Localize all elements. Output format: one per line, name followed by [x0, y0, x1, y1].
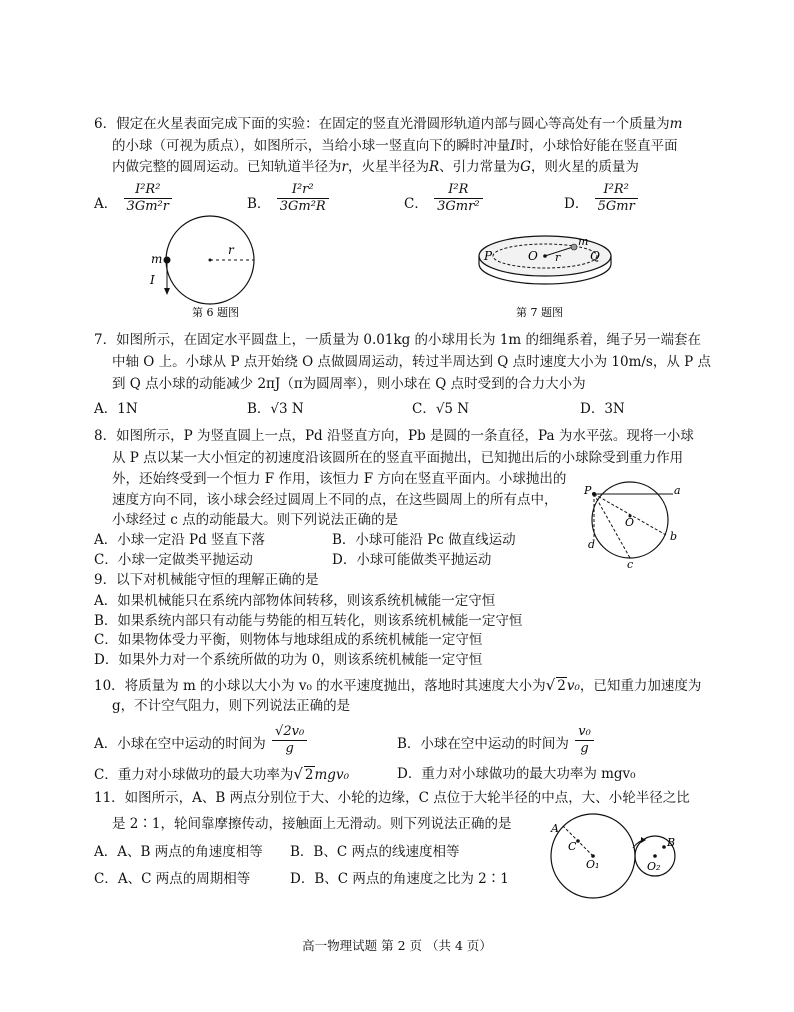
q11-option-c: C．A、C 两点的周期相等	[94, 871, 251, 887]
fig6-label-r: r	[228, 243, 234, 257]
q8-line1: 8．如图所示，P 为竖直圆上一点，Pd 沿竖直方向，Pb 是圆的一条直径，Pa 为水平弦。现将一小球	[94, 428, 694, 444]
fig7-label-m: m	[578, 235, 589, 248]
q6-line3: 内做完整的圆周运动。已知轨道半径为r，火星半径为R、引力常量为G，则火星的质量为	[112, 159, 639, 175]
figure-7	[470, 228, 620, 322]
fig11-label-o2: O₂	[647, 860, 661, 873]
q7-option-c: C．√5 N	[412, 401, 470, 417]
q10-option-d: D．重力对小球做功的最大功率为 mgv₀	[397, 766, 636, 782]
fig7-label-o: O	[528, 249, 538, 263]
q8-line5: 小球经过 c 点的动能最大。则下列说法正确的是	[112, 512, 399, 528]
fig6-label-m: m	[151, 252, 163, 266]
q11-line2: 是 2∶1，轮间靠摩擦传动，接触面上无滑动。则下列说法正确的是	[112, 816, 512, 832]
q6-option-c: C． $\frac{\text{I²R}}{\text{3Gmr²}}$	[404, 188, 485, 221]
fig8-label-c: c	[627, 558, 634, 570]
fig11-label-c: C	[568, 840, 577, 853]
q10-line1: 10．将质量为 m 的小球以大小为 v₀ 的水平速度抛出，落地时其速度大小为√ 2v₀，已知重力加速度为	[94, 676, 702, 694]
figure-11	[545, 810, 695, 902]
q6-line2: 的小球（可视为质点），如图所示，当给小球一竖直向下的瞬时冲量I时，小球恰好能在竖直平面	[112, 138, 678, 154]
figure-8	[580, 478, 690, 570]
q8-line3: 外，还始终受到一个恒力 F 作用，该恒力 F 方向在竖直平面内。小球抛出的	[112, 471, 567, 487]
q8-option-c: C．小球一定做类平抛运动	[94, 552, 253, 568]
q11-option-a: A．A、B 两点的角速度相等	[94, 844, 263, 860]
q10-option-b: B．小球在空中运动的时间为 $\frac{\text{v₀}}{g}$	[397, 728, 596, 761]
q6-option-d: D． $\frac{\text{I²R²}}{\text{5Gmr}}$	[564, 188, 640, 221]
fig7-label-p: P	[484, 249, 493, 263]
fig6-caption: 第 6 题图	[192, 306, 239, 319]
q8-line2: 从 P 点以某一大小恒定的初速度沿该圆所在的竖直平面抛出，已知抛出后的小球除受到重力作用	[112, 450, 684, 466]
fig7-label-q: Q	[590, 249, 600, 263]
fig7-label-r: r	[555, 251, 561, 264]
q10-option-c: C．重力对小球做功的最大功率为√ 2mgv₀	[94, 765, 349, 783]
q9-option-d: D．如果外力对一个系统所做的功为 0，则该系统机械能一定守恒	[94, 652, 483, 668]
q7-option-a: A．1N	[94, 401, 138, 417]
fig8-label-o: O	[625, 516, 635, 529]
q6-line1: 6．假定在火星表面完成下面的实验：在固定的竖直光滑圆形轨道内部与圆心等高处有一个质量为m	[94, 116, 683, 132]
fig11-label-b: B	[667, 836, 676, 849]
fig8-label-a: a	[674, 484, 681, 497]
q9-option-a: A．如果机械能只在系统内部物体间转移，则该系统机械能一定守恒	[94, 593, 496, 609]
q11-option-d: D．B、C 两点的角速度之比为 2∶1	[290, 871, 509, 887]
q8-option-b: B．小球可能沿 Pc 做直线运动	[332, 532, 516, 548]
fig11-o2-point	[653, 854, 657, 858]
fig6-center	[209, 259, 212, 262]
q6-option-b: B． $\frac{\text{I²r²}}{\text{3Gm²R}}$	[247, 188, 331, 221]
fig8-label-d: d	[588, 538, 596, 551]
fig7-caption: 第 7 题图	[516, 306, 563, 319]
fig8-label-p: P	[584, 484, 592, 497]
q8-line4: 速度方向不同，该小球会经过圆周上不同的点，在这些圆周上的所有点中，	[112, 492, 558, 508]
q7-line1: 7．如图所示，在固定水平圆盘上，一质量为 0.01kg 的小球用长为 1m 的细绳系着，绳子另一端套在	[94, 332, 702, 348]
q8-option-d: D．小球可能做类平抛运动	[332, 552, 492, 568]
q9-title: 9．以下对机械能守恒的理解正确的是	[94, 572, 319, 588]
q11-line1: 11．如图所示，A、B 两点分别位于大、小轮的边缘，C 点位于大轮半径的中点，大、小轮半径之比	[94, 790, 690, 806]
fig8-label-b: b	[670, 530, 678, 543]
fig11-b-point	[662, 845, 666, 849]
q7-option-d: D．3N	[580, 401, 625, 417]
q9-option-b: B．如果系统内部只有动能与势能的相互转化，则该系统机械能一定守恒	[94, 613, 523, 629]
q7-option-b: B．√3 N	[247, 401, 304, 417]
q7-line2: 中轴 O 上。小球从 P 点开始绕 O 点做圆周运动，转过半周达到 Q 点时速度大小为 10m/s，从 P 点	[112, 354, 712, 370]
fig7-center	[543, 254, 547, 258]
q8-option-a: A．小球一定沿 Pd 竖直下落	[94, 532, 266, 548]
q10-line2: g，不计空气阻力，则下列说法正确的是	[112, 698, 351, 714]
q11-option-b: B．B、C 两点的线速度相等	[290, 844, 460, 860]
fig6-arrowhead	[164, 288, 170, 295]
q10-option-a: A．小球在空中运动的时间为 $\frac{\text{√2v₀}}{g}$	[94, 728, 309, 761]
fig8-point-p	[592, 492, 596, 496]
fig6-label-i: I	[150, 273, 155, 287]
figure-6	[140, 212, 280, 322]
fig11-label-o1: O₁	[586, 858, 600, 871]
q7-line3: 到 Q 点小球的动能减少 2πJ（π为圆周率），则小球在 Q 点时受到的合力大小为	[112, 376, 586, 392]
fig7-ball	[571, 244, 577, 250]
q6-option-a: A． $\frac{\text{I²R²}}{\text{3Gm²r}}$	[94, 188, 174, 221]
fig11-label-a: A	[551, 822, 559, 835]
fig11-c-point	[576, 839, 580, 843]
q9-option-c: C．如果物体受力平衡，则物体与地球组成的系统机械能一定守恒	[94, 632, 483, 648]
page-footer: 高一物理试题 第 2 页 （共 4 页）	[302, 938, 492, 953]
